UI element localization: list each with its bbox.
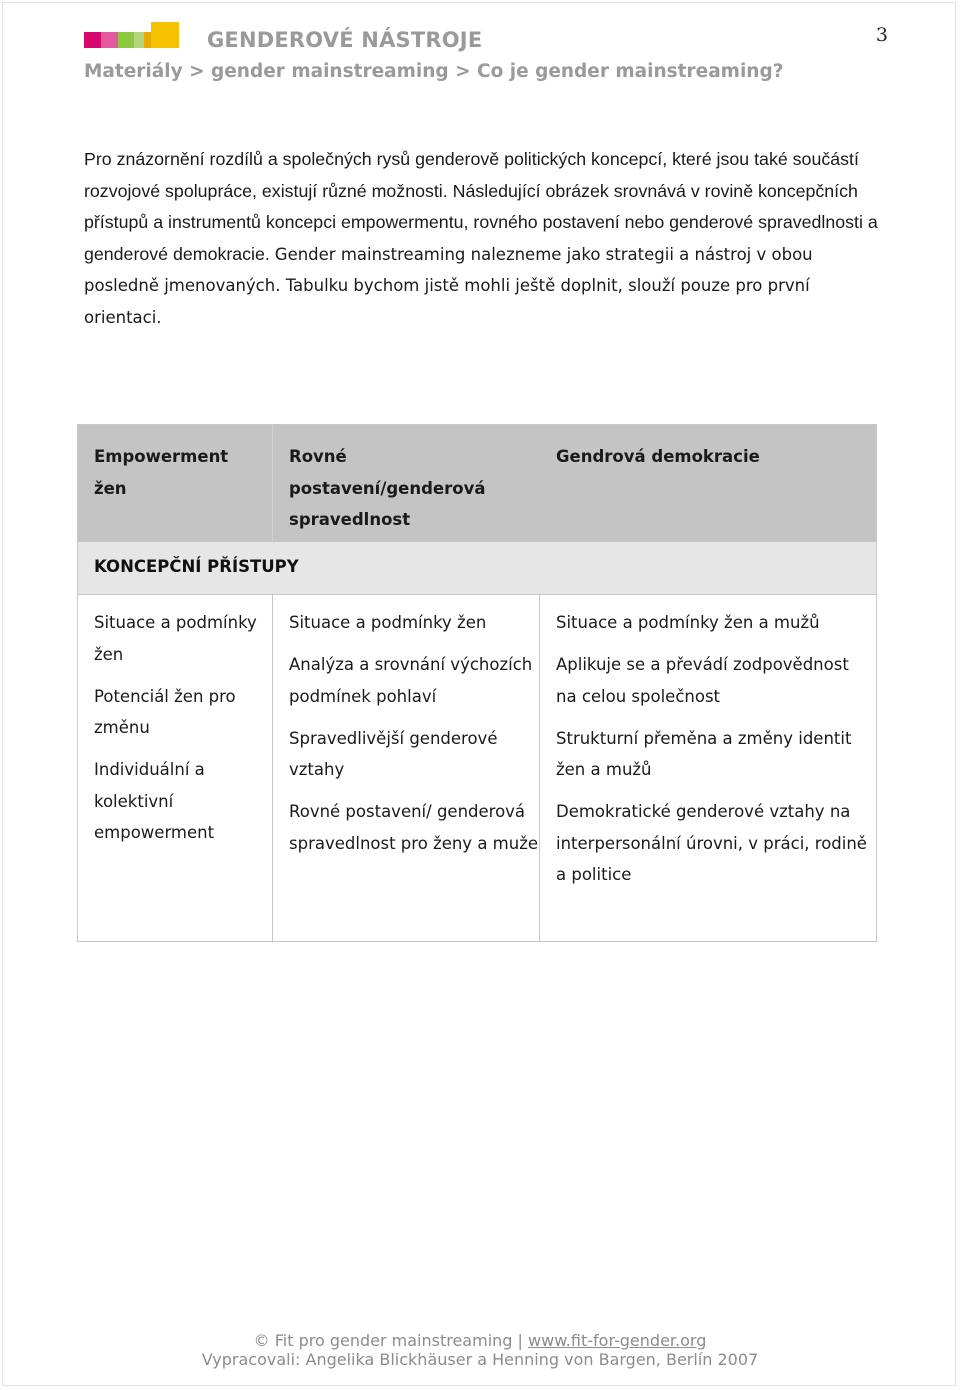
table-column-democracy [556,607,871,901]
intro-text-part1: Pro znázornění rozdílů a společných rysů genderově politických koncepcí, které jsou také součástí rozvojové spolupráce, existují různé možnosti. Následující obrázek srovnává v rovině koncepčních přístupů a instrumentů koncepci empowermentu, rovného postavení nebo genderové spravedlnosti a genderové demokracie. [84,149,878,264]
intro-text-part2: Gender mainstreaming nalezneme jako strategii a nástroj v obou posledně jmenovaných. Tabulku bychom jistě mohli ještě doplnit, slouží pouze pro první orientaci. [84,244,813,327]
column-divider-2 [539,595,540,941]
header-equality: Rovné postavení/genderová spravedlnost [289,447,486,529]
logo-square-dark-yellow [144,32,151,48]
header-empowerment: Empowerment žen [94,447,229,498]
logo-square-pink [101,32,118,48]
table-cell: Analýza a srovnání výchozích podmínek pohlaví [289,655,533,706]
table-cell: Spravedlivější genderové vztahy [289,728,498,779]
table-cell: Situace a podmínky žen [289,613,487,632]
table-cell: Rovné postavení/ genderová spravedlnost pro ženy a muže [289,802,539,853]
comparison-table [77,424,877,942]
footer-line-1 [0,1331,960,1350]
table-cell: Individuální a kolektivní empowerment [94,760,215,842]
document-title: GENDEROVÉ NÁSTROJE [207,28,483,52]
table-cell: Situace a podmínky žen a mužů [556,613,820,632]
table-cell: Demokratické genderové vztahy na interpersonální úrovni, v práci, rodině a politice [556,802,867,884]
footer-authors: Vypracovali: Angelika Blickhäuser a Henning von Bargen, Berlín 2007 [201,1350,759,1369]
table-header-row [78,425,876,542]
logo-square-yellow [151,22,179,48]
header-divider [272,425,273,542]
page-number: 3 [875,24,888,46]
section-row [78,542,876,595]
table-column-empowerment [94,607,269,859]
intro-paragraph [84,144,884,333]
footer-copyright: © Fit pro gender mainstreaming | [253,1331,523,1350]
table-column-equality [289,607,539,870]
column-divider-1 [272,595,273,941]
logo-square-green [118,32,134,48]
logo [84,22,179,48]
section-label: KONCEPČNÍ PŘÍSTUPY [94,557,299,576]
table-cell: Situace a podmínky žen [94,613,257,664]
logo-square-magenta [84,32,101,48]
table-cell: Potenciál žen pro změnu [94,686,236,737]
table-cell: Aplikuje se a převádí zodpovědnost na celou společnost [556,655,849,706]
header-democracy: Gendrová demokracie [556,447,760,466]
breadcrumb: Materiály > gender mainstreaming > Co je gender mainstreaming? [84,61,784,82]
footer-website-link[interactable]: www.fit-for-gender.org [528,1331,707,1350]
table-cell: Strukturní přeměna a změny identit žen a mužů [556,728,852,779]
